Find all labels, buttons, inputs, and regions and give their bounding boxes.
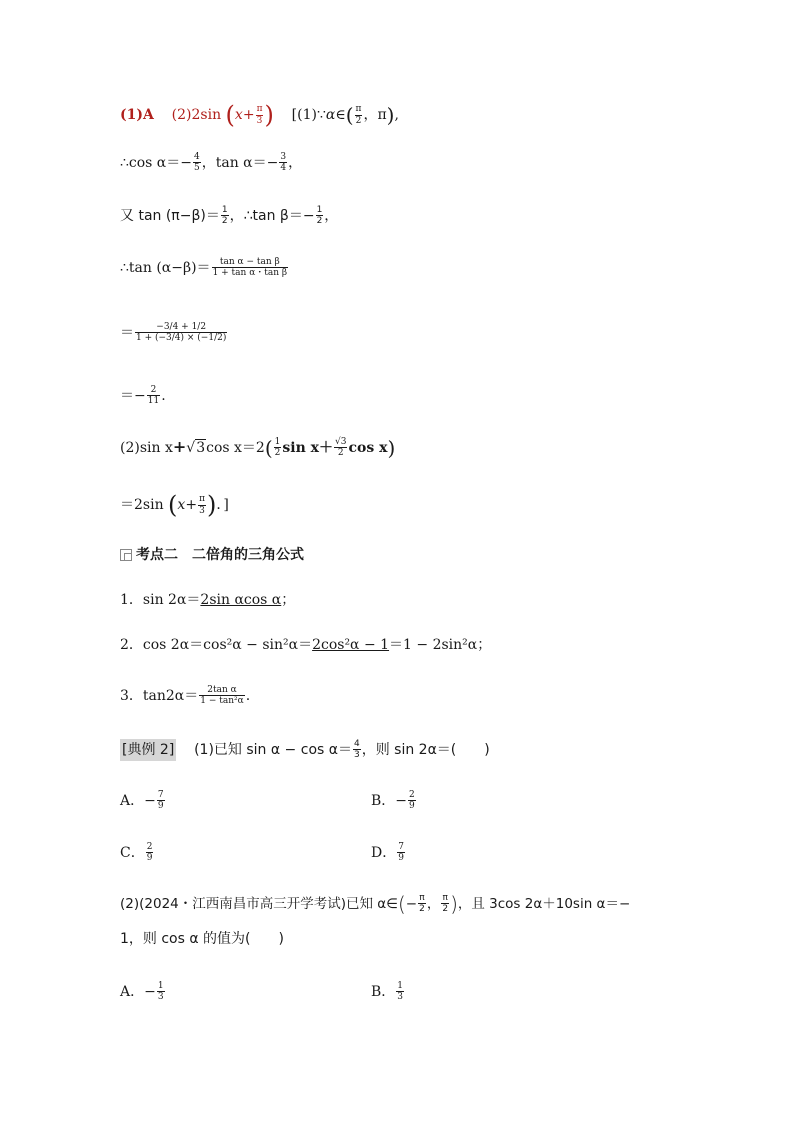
frac-2-11: $\frac{2}{11}$ [147, 385, 160, 407]
section-title: 考点二 二倍角的三角公式 [120, 548, 304, 562]
frac-3-4: $\frac{3}{4}$ [280, 152, 287, 174]
option-a[interactable]: A．− $\frac{7}{9}$ [120, 790, 164, 812]
formula-sin2a: 1．sin 2α＝2sin αcos α； [120, 592, 296, 608]
example-tag: [典例 2] [120, 739, 176, 761]
answer-open: [(1)∵ [291, 107, 326, 123]
frac-substitution: $\frac{-3/4 + 1/2}{1 + (-3/4) \times (-1/2)}$ [136, 322, 227, 344]
frac-tan2a: $\frac{\text{2tan α}}{\text{1 − tan²α}}$ [200, 685, 244, 707]
answer-part1: (1)A [120, 107, 154, 123]
example-q2-line2: 1，则 cos α 的值为( ) [120, 931, 284, 947]
frac-1-2-a: $\frac{1}{2}$ [221, 205, 228, 227]
frac-pi-3: $\frac{\pi}{3}$ [199, 494, 205, 516]
option2-a[interactable]: A．− $\frac{1}{3}$ [120, 981, 164, 1003]
sqrt-3: 3 [196, 439, 206, 456]
frac-tan-formula: $\frac{\text{tan α − tan β}}{\text{1 + tan α・tan β}}$ [212, 257, 288, 279]
line-tan-pi-beta: 又 tan (π−β)＝ $\frac{1}{2}$ ，∴tan β＝− $\frac{1}{2}$ ， [120, 205, 339, 227]
answer-x: x [234, 107, 243, 123]
line-cos-tan: ∴cos α＝− $\frac{4}{5}$ ，tan α＝− $\frac{3}{4}$ ， [120, 152, 303, 174]
answer-part2-prefix: (2)2sin [171, 107, 222, 123]
section-marker-icon [120, 549, 132, 561]
example-q1: [典例 2] (1)已知 sin α − cos α＝ $\frac{4}{3}$ ，则 sin 2α＝( ) [122, 739, 490, 761]
answer-pi-over-2: $\frac{\pi}{2}$ [355, 104, 362, 126]
frac-1-2-b: $\frac{1}{2}$ [316, 205, 323, 227]
frac-sqrt3-2: $\frac{√3}{2}$ [334, 437, 347, 459]
frac-4-5: $\frac{4}{5}$ [194, 152, 200, 174]
frac-1-2-c: $\frac{1}{2}$ [274, 437, 281, 459]
option-d[interactable]: D． $\frac{7}{9}$ [371, 842, 404, 864]
frac-4-3: $\frac{4}{3}$ [353, 739, 360, 761]
formula-cos2a-answer: 2cos²α − 1 [312, 637, 390, 653]
line-part2: (2)sin x+√3cos x＝2( $\frac{1}{2}$ sin x＋ $\frac{√3}{2}$ cos x) [120, 435, 396, 460]
line-result: ＝− $\frac{2}{11}$ . [120, 385, 166, 407]
answer-line: (1)A (2)2sin (x+ $\frac{\pi}{3}$ ) [(1)∵α∈( $\frac{\pi}{2}$ ，π), [120, 101, 399, 129]
line-tan-alpha-beta: ∴tan (α−β)＝ $\frac{\text{tan α − tan β}}{\text{1 + tan α・tan β}}$ [120, 257, 288, 279]
formula-tan2a: 3．tan2α＝ $\frac{\text{2tan α}}{\text{1 − tan²α}}$ . [120, 685, 251, 707]
option-b[interactable]: B．− $\frac{2}{9}$ [371, 790, 415, 812]
line-part2-result: ＝2sin (x+ $\frac{\pi}{3}$ )．] [120, 491, 229, 519]
example-q2: (2)(2024・江西南昌市高三开学考试)已知 α∈(− $\frac{\pi}{2}$ ， $\frac{\pi}{2}$ )，且 3cos 2α＋10sin α＝− [120, 891, 631, 916]
formula-cos2a: 2．cos 2α＝cos²α − sin²α＝2cos²α − 1＝1 − 2sin²α； [120, 637, 492, 653]
option-c[interactable]: C． $\frac{2}{9}$ [120, 842, 153, 864]
formula-sin2a-answer: 2sin αcos α [200, 592, 282, 608]
answer-pi-over-3: $\frac{\pi}{3}$ [256, 104, 263, 126]
line-substitution: ＝ $\frac{-3/4 + 1/2}{1 + (-3/4) \times (-1/2)}$ [120, 322, 227, 344]
option2-b[interactable]: B． $\frac{1}{3}$ [371, 981, 404, 1003]
